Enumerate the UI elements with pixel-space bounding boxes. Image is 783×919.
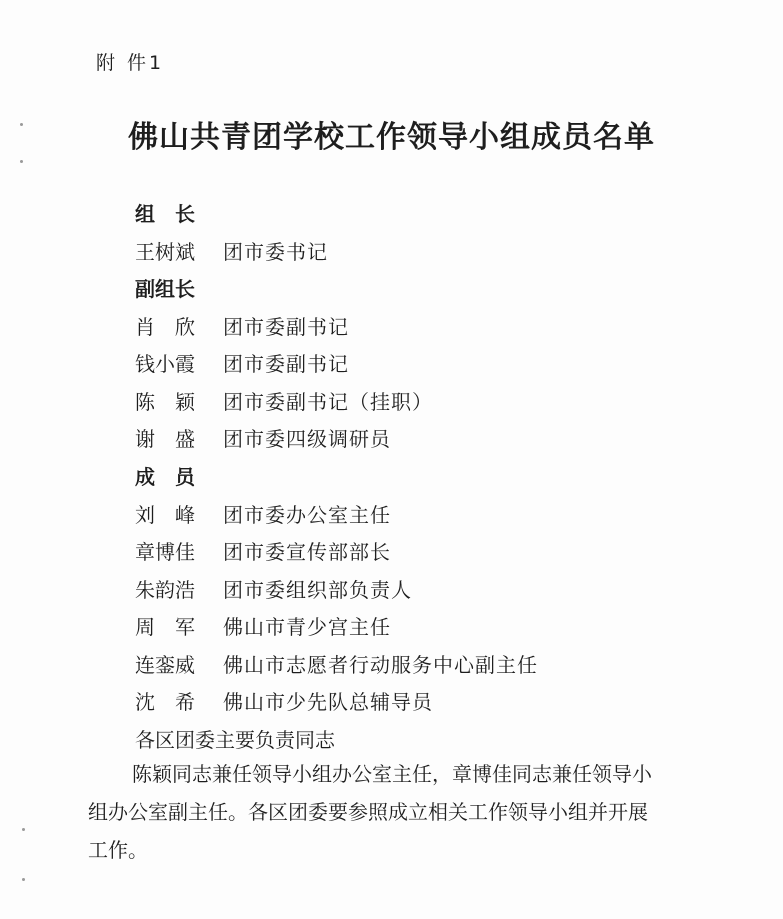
member-role: 团市委组织部负责人 — [223, 578, 412, 602]
member-name: 陈 颖 — [135, 390, 195, 414]
member-row — [135, 686, 433, 715]
member-role: 团市委办公室主任 — [223, 503, 391, 527]
member-role: 佛山市青少宫主任 — [223, 615, 391, 639]
member-name: 钱小霞 — [135, 352, 195, 376]
member-name: 朱韵浩 — [135, 578, 195, 602]
member-name: 王树斌 — [135, 240, 195, 264]
member-name: 沈 希 — [135, 690, 195, 714]
document-title: 佛山共青团学校工作领导小组成员名单 — [128, 120, 655, 155]
section-heading-leader: 组 长 — [135, 202, 195, 226]
member-row — [135, 611, 391, 640]
member-row — [135, 311, 349, 340]
note-line: 组办公室副主任。各区团委要参照成立相关工作领导小组并开展 — [88, 800, 648, 824]
member-role: 团市委副书记（挂职） — [223, 390, 433, 414]
member-role: 佛山市志愿者行动服务中心副主任 — [223, 653, 538, 677]
member-row — [135, 348, 349, 377]
member-name: 周 军 — [135, 615, 195, 639]
note-paragraph — [88, 755, 688, 869]
scan-speck — [22, 878, 25, 881]
member-name: 连銮威 — [135, 653, 195, 677]
member-name: 谢 盛 — [135, 427, 195, 451]
attachment-label: 附 件1 — [96, 52, 165, 74]
member-row — [135, 236, 328, 265]
member-name: 章博佳 — [135, 540, 195, 564]
member-row — [135, 499, 391, 528]
member-row — [135, 536, 391, 565]
member-role: 团市委四级调研员 — [223, 427, 391, 451]
member-row — [135, 423, 391, 452]
section-heading-members: 成 员 — [135, 465, 195, 489]
member-extra: 各区团委主要负责同志 — [135, 728, 335, 752]
scan-speck — [20, 160, 23, 163]
member-role: 团市委副书记 — [223, 352, 349, 376]
member-role: 团市委书记 — [223, 240, 328, 264]
member-name: 肖 欣 — [135, 315, 195, 339]
member-row — [135, 386, 433, 415]
member-row — [135, 574, 412, 603]
member-role: 团市委副书记 — [223, 315, 349, 339]
member-role: 团市委宣传部部长 — [223, 540, 391, 564]
member-name: 刘 峰 — [135, 503, 195, 527]
scan-speck — [22, 828, 25, 831]
note-line: 工作。 — [88, 838, 148, 862]
note-line: 陈颖同志兼任领导小组办公室主任，章博佳同志兼任领导小 — [132, 762, 652, 786]
section-heading-deputy: 副组长 — [135, 277, 195, 301]
member-row — [135, 649, 538, 678]
member-role: 佛山市少先队总辅导员 — [223, 690, 433, 714]
